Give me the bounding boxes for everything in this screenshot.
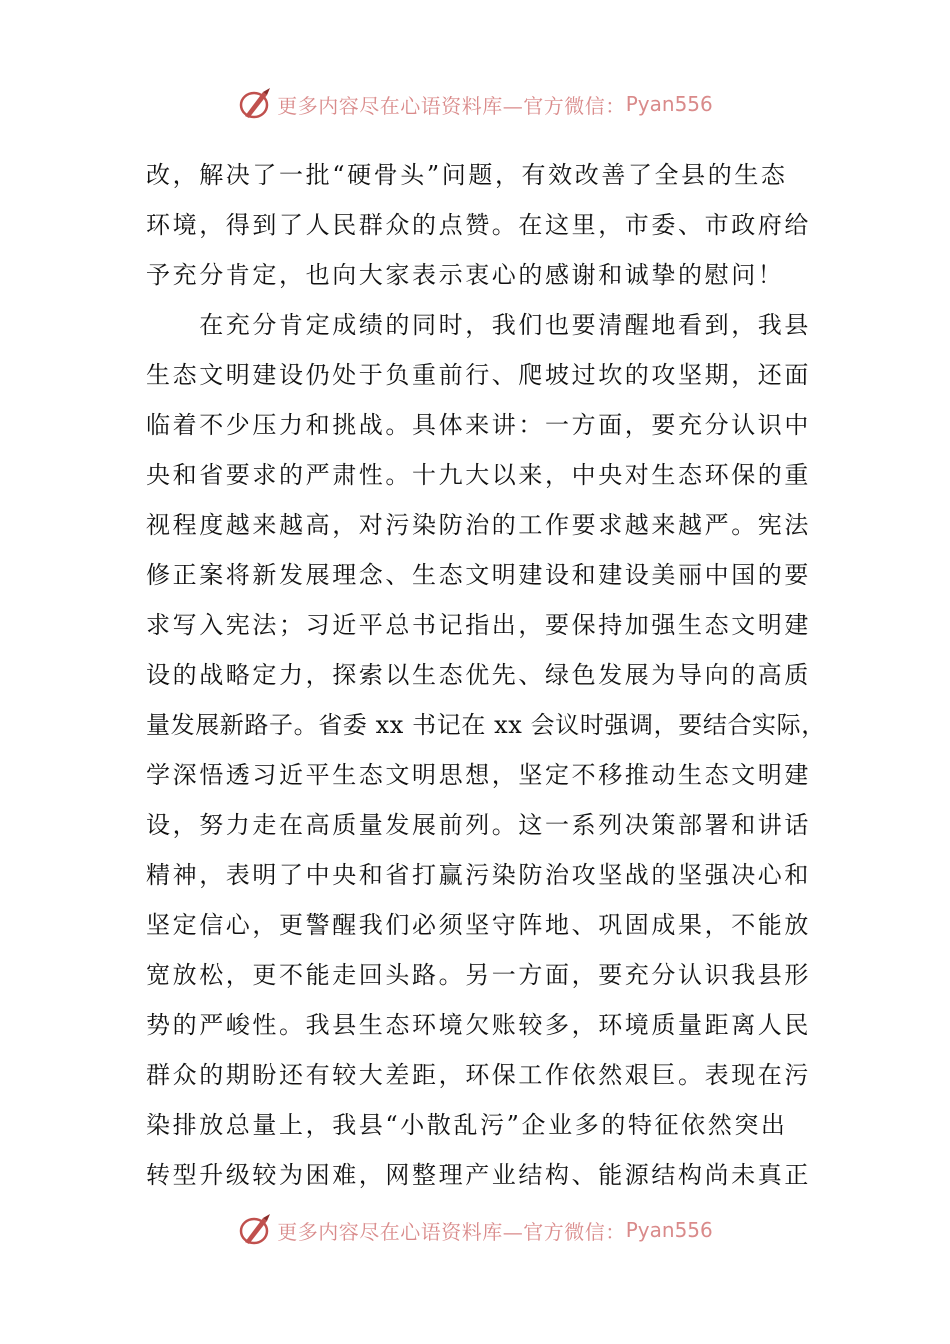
body-line: 求写入宪法；习近平总书记指出，要保持加强生态文明建 <box>146 611 811 639</box>
body-line: 染排放总量上，我县“小散乱污”企业多的特征依然突出 <box>146 1111 788 1139</box>
body-line: 视程度越来越高，对污染防治的工作要求越来越严。宪法 <box>146 511 811 539</box>
body-line: 量发展新路子。省委 xx 书记在 xx 会议时强调，要结合实际， <box>146 711 826 739</box>
body-line: 改，解决了一批“硬骨头”问题，有效改善了全县的生态 <box>146 161 788 189</box>
body-line: 央和省要求的严肃性。十九大以来，中央对生态环保的重 <box>146 461 811 489</box>
body-line: 在充分肯定成绩的同时，我们也要清醒地看到，我县 <box>146 311 811 339</box>
header-banner-handle: Pyan556 <box>625 92 713 116</box>
body-line: 群众的期盼还有较大差距，环保工作依然艰巨。表现在污 <box>146 1061 811 1089</box>
pen-quill-logo-icon <box>237 1212 273 1248</box>
header-banner-text: 更多内容尽在心语资料库—官方微信： <box>277 93 626 118</box>
body-line: 设，努力走在高质量发展前列。这一系列决策部署和讲话 <box>146 811 811 839</box>
footer-banner-handle: Pyan556 <box>625 1218 713 1242</box>
body-line: 精神，表明了中央和省打赢污染防治攻坚战的坚强决心和 <box>146 861 811 889</box>
body-line: 予充分肯定，也向大家表示衷心的感谢和诚挚的慰问！ <box>146 261 785 289</box>
body-line: 宽放松，更不能走回头路。另一方面，要充分认识我县形 <box>146 961 811 989</box>
header-banner <box>0 84 950 124</box>
document-body <box>146 150 826 1200</box>
body-line: 学深悟透习近平生态文明思想，坚定不移推动生态文明建 <box>146 761 811 789</box>
body-line: 转型升级较为困难，网整理产业结构、能源结构尚未真正 <box>146 1161 811 1189</box>
footer-banner-text: 更多内容尽在心语资料库—官方微信： <box>277 1219 626 1244</box>
body-line: 临着不少压力和挑战。具体来讲：一方面，要充分认识中 <box>146 411 811 439</box>
body-line: 生态文明建设仍处于负重前行、爬坡过坎的攻坚期，还面 <box>146 361 811 389</box>
footer-banner <box>0 1210 950 1250</box>
body-line: 势的严峻性。我县生态环境欠账较多，环境质量距离人民 <box>146 1011 811 1039</box>
body-line: 环境，得到了人民群众的点赞。在这里，市委、市政府给 <box>146 211 811 239</box>
body-line: 设的战略定力，探索以生态优先、绿色发展为导向的高质 <box>146 661 811 689</box>
body-line: 修正案将新发展理念、生态文明建设和建设美丽中国的要 <box>146 561 811 589</box>
body-line: 坚定信心，更警醒我们必须坚守阵地、巩固成果，不能放 <box>146 911 811 939</box>
pen-quill-logo-icon <box>237 86 273 122</box>
